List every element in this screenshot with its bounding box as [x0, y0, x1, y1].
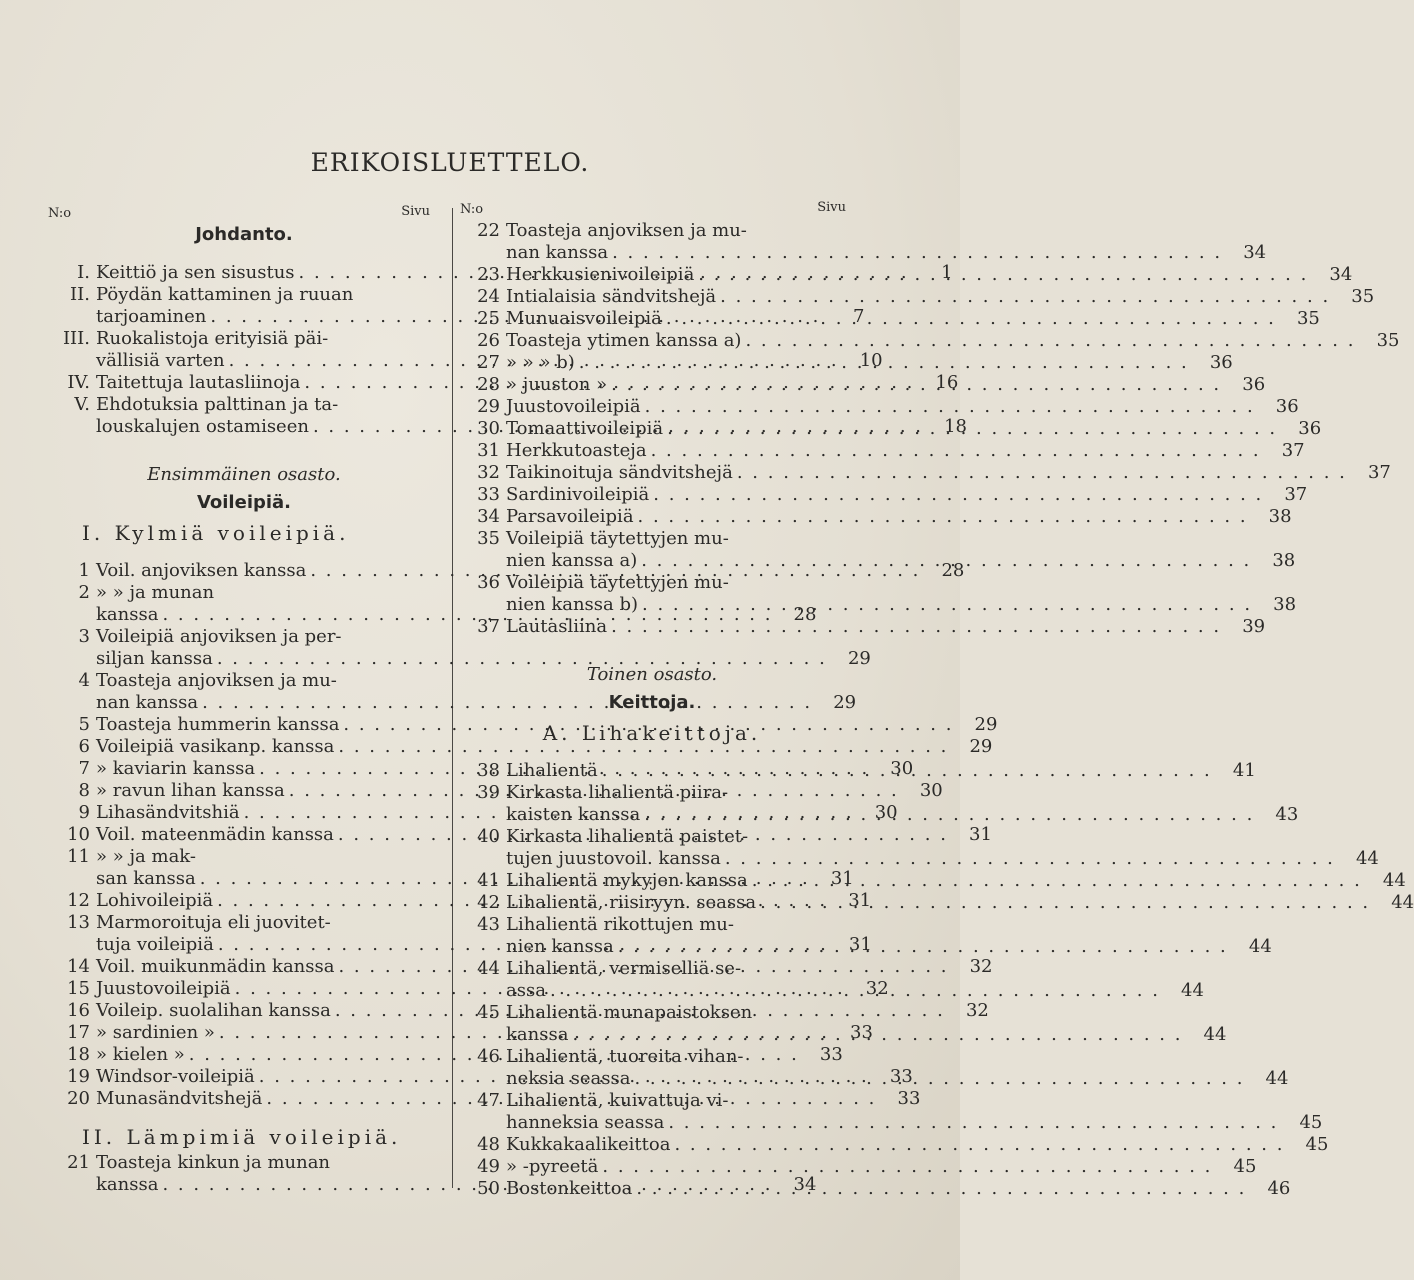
entry-page: 7	[852, 306, 865, 327]
entry-title-line: nan kanssa	[506, 242, 609, 263]
entry-number: 46	[477, 1046, 500, 1067]
leader-dots	[674, 1134, 1284, 1156]
entry-number: 34	[477, 506, 500, 527]
entry-number: 33	[477, 484, 500, 505]
entry-number: III.	[62, 328, 90, 349]
entry-title	[504, 616, 1221, 638]
entry-title-line: » juuston »	[506, 374, 608, 395]
toc-entry	[456, 264, 1353, 286]
entry-page: 44	[1248, 936, 1272, 957]
entry-title-line: Keittiö ja sen sisustus	[96, 262, 295, 283]
leader-dots	[602, 760, 1212, 782]
leader-dots	[602, 1156, 1212, 1178]
toc-entry	[48, 736, 993, 758]
entry-number: 14	[67, 956, 90, 977]
entry-page: 33	[889, 1066, 913, 1087]
entry-title-line: Toasteja kinkun ja munan	[96, 1152, 331, 1173]
leader-dots	[579, 352, 1189, 374]
entry-title-line: vällisiä varten	[96, 350, 225, 371]
leader-dots	[638, 506, 1248, 528]
entry-title	[504, 484, 1263, 506]
entry-title-line: Munasändvitshejä	[96, 1088, 263, 1109]
entry-page: 31	[969, 824, 992, 845]
entry-title-line: nien kanssa	[506, 936, 614, 957]
entry-title	[504, 760, 1212, 782]
entry-title-line: Lihalientä, riisiryyn. seassa	[506, 892, 757, 913]
toc-entry	[456, 506, 1292, 528]
leader-dots	[698, 264, 1308, 286]
entry-title	[504, 308, 1276, 330]
entry-title-line: Bostonkeittoa	[506, 1178, 633, 1199]
entry-page: 33	[850, 1022, 873, 1043]
entry-title	[504, 330, 1355, 352]
page-header: Sivu	[401, 204, 430, 219]
entry-page: 38	[1272, 550, 1296, 571]
entry-title-line: Voileip. suolalihan kanssa	[96, 1000, 331, 1021]
entry-title-line: nien kanssa a)	[506, 550, 638, 571]
entry-title-line: tujen juustovoil. kanssa	[506, 848, 721, 869]
entry-number: I.	[77, 262, 90, 283]
entry-title-line: » -pyreetä	[506, 1156, 599, 1177]
entry-title	[504, 396, 1255, 418]
entry-title-line: Herkkusienivoileipiä	[506, 264, 695, 285]
intro-title: Johdanto.	[195, 224, 293, 245]
entry-page: 45	[1299, 1112, 1323, 1133]
meat-soup-heading: A. Lihakeittoja.	[542, 721, 762, 745]
entry-number: 27	[477, 352, 500, 373]
entry-page: 32	[865, 978, 889, 999]
entry-title-line: Voil. mateenmädin kanssa	[96, 824, 334, 845]
leader-dots	[612, 242, 1222, 264]
toc-entry	[456, 1156, 1257, 1178]
entry-number: 49	[477, 1156, 500, 1177]
entry-title-line: Munuaisvoileipiä	[506, 308, 662, 329]
entry-title	[504, 528, 1251, 572]
entry-number: V.	[74, 394, 90, 415]
entry-page: 44	[1203, 1024, 1227, 1045]
entry-page: 41	[1232, 760, 1256, 781]
entry-title-line: » kaviarin kanssa	[96, 758, 256, 779]
entry-number: 1	[78, 560, 90, 581]
entry-title	[504, 1090, 1278, 1134]
entry-title-line: kanssa	[96, 1174, 159, 1195]
entry-page: 29	[969, 736, 993, 757]
entry-page: 38	[1273, 594, 1297, 615]
entry-number: 50	[477, 1178, 500, 1199]
entry-number: 21	[67, 1152, 90, 1173]
entry-number: 39	[477, 782, 500, 803]
entry-title	[504, 1156, 1212, 1178]
toc-entry	[456, 308, 1320, 330]
leader-dots	[611, 374, 1221, 396]
entry-title-line: Toasteja ytimen kanssa a)	[506, 330, 742, 351]
toc-entry	[456, 330, 1400, 352]
entry-title-line: » » ja mak-	[96, 846, 196, 867]
entry-number: 48	[477, 1134, 500, 1155]
leader-dots	[634, 1068, 1244, 1090]
entry-number: 10	[67, 824, 90, 845]
entry-number: 32	[477, 462, 500, 483]
entry-title	[504, 286, 1330, 308]
part1-subtitle: Ensimmäinen osasto.	[147, 464, 341, 485]
entry-title-line: » ravun lihan kanssa	[96, 780, 285, 801]
entry-page: 36	[1242, 374, 1266, 395]
entry-page: 44	[1391, 892, 1414, 913]
entry-number: 31	[477, 440, 500, 461]
entry-page: 29	[847, 648, 871, 669]
entry-title	[504, 892, 1370, 914]
entry-page: 31	[830, 868, 854, 889]
entry-title-line: Lihalientä rikottujen mu-	[506, 914, 734, 935]
entry-page: 10	[859, 350, 883, 371]
entry-page: 16	[935, 372, 959, 393]
entry-page: 35	[1296, 308, 1320, 329]
leader-dots	[550, 980, 1160, 1002]
leader-dots	[651, 440, 1261, 462]
number-header-right: N:o	[460, 202, 484, 217]
entry-title-line: Kirkasta lihalientä paistet-	[506, 826, 749, 847]
entry-number: 4	[78, 670, 90, 691]
entry-title-line: Voil. anjoviksen kanssa	[96, 560, 307, 581]
entry-page: 36	[1298, 418, 1322, 439]
entry-title-line: Sardinivoileipiä	[506, 484, 650, 505]
entry-title-line: Voileipiä vasikanp. kanssa	[96, 736, 335, 757]
entry-number: 15	[67, 978, 90, 999]
entry-title-line: Marmoroituja eli juovitet-	[96, 912, 331, 933]
entry-page: 45	[1305, 1134, 1329, 1155]
entry-title-line: Parsavoileipiä	[506, 506, 634, 527]
entry-number: 9	[78, 802, 90, 823]
entry-page: 34	[1243, 242, 1267, 263]
entry-title	[504, 462, 1347, 484]
entry-number: 13	[67, 912, 90, 933]
leader-dots	[720, 286, 1330, 308]
entry-title-line: Lihalientä munapaistoksen	[506, 1002, 753, 1023]
entry-number: 7	[78, 758, 90, 779]
entry-title	[504, 1178, 1246, 1200]
entry-page: 31	[848, 890, 872, 911]
entry-page: 28	[793, 604, 817, 625]
leader-dots	[572, 1024, 1182, 1046]
entry-number: 37	[477, 616, 500, 637]
entry-number: 24	[477, 286, 500, 307]
entry-title	[504, 352, 1189, 374]
entry-title	[504, 1002, 1182, 1046]
entry-number: 5	[78, 714, 90, 735]
entry-page: 31	[848, 934, 872, 955]
left-column-header	[48, 200, 440, 220]
entry-title-line: » » » b)	[506, 352, 575, 373]
entry-number: 25	[477, 308, 500, 329]
entry-page: 37	[1367, 462, 1391, 483]
entry-number: 2	[78, 582, 90, 603]
entry-page: 34	[793, 1174, 817, 1195]
toc-entry	[456, 286, 1375, 308]
entry-title-line: neksia seassa	[506, 1068, 631, 1089]
entry-page: 30	[874, 802, 898, 823]
entry-title-line: san kanssa	[96, 868, 196, 889]
leader-dots	[666, 308, 1276, 330]
entry-page: 36	[1275, 396, 1299, 417]
part2-subtitle: Toinen osasto.	[586, 664, 718, 685]
entry-number: IV.	[67, 372, 90, 393]
entry-title-line: Lihalientä, tuoreita vihan-	[506, 1046, 744, 1067]
entry-title-line: Juustovoileipiä	[506, 396, 641, 417]
part2-title: Keittoja.	[608, 692, 696, 713]
leader-dots	[653, 484, 1263, 506]
leader-dots	[644, 804, 1254, 826]
entry-number: 42	[477, 892, 500, 913]
toc-entry	[456, 870, 1406, 892]
entry-title	[504, 374, 1221, 396]
entry-page: 37	[1284, 484, 1308, 505]
entry-number: 47	[477, 1090, 500, 1111]
entry-title-line: Toasteja hummerin kanssa	[96, 714, 340, 735]
entry-number: 36	[477, 572, 500, 593]
entry-page: 30	[890, 758, 914, 779]
entry-page: 29	[833, 692, 857, 713]
entry-title	[504, 1134, 1284, 1156]
entry-title-line: tarjoaminen	[96, 306, 207, 327]
entry-title-line: Lohivoileipiä	[96, 890, 214, 911]
entry-number: 40	[477, 826, 500, 847]
right-column-header	[456, 200, 848, 220]
entry-title-line: assa	[506, 980, 546, 1001]
entry-title	[504, 572, 1252, 616]
entry-title-line: Lihalientä, vermiselliä se-	[506, 958, 742, 979]
entry-title	[504, 418, 1277, 440]
entry-page: 28	[941, 560, 965, 581]
entry-title-line: Taikinoituja sändvitshejä	[506, 462, 733, 483]
entry-number: 38	[477, 760, 500, 781]
entry-page: 29	[974, 714, 998, 735]
entry-page: 37	[1281, 440, 1305, 461]
entry-title-line: Intialaisia sändvitshejä	[506, 286, 717, 307]
entry-number: 26	[477, 330, 500, 351]
number-header: N:o	[48, 206, 72, 221]
entry-page: 44	[1265, 1068, 1289, 1089]
entry-page: 1	[941, 262, 953, 283]
entry-title-line: Lautasliina	[506, 616, 608, 637]
entry-title-line: Herkkutoasteja	[506, 440, 647, 461]
cold-heading: I. Kylmiä voileipiä.	[82, 521, 350, 545]
entry-number: 43	[477, 914, 500, 935]
entry-title-line: Voileipiä anjoviksen ja per-	[96, 626, 342, 647]
entry-title-line: Tomaattivoileipiä	[506, 418, 664, 439]
leader-dots	[760, 892, 1370, 914]
entry-number: 11	[67, 846, 90, 867]
page-title: ERIKOISLUETTELO.	[310, 148, 590, 177]
leader-dots	[636, 1178, 1246, 1200]
part1-title: Voileipiä.	[196, 492, 292, 513]
entry-number: 17	[67, 1022, 90, 1043]
toc-entry	[456, 616, 1266, 638]
toc-entry	[456, 396, 1299, 418]
entry-number: 28	[477, 374, 500, 395]
leader-dots	[642, 594, 1252, 616]
entry-title-line: Ruokalistoja erityisiä päi-	[96, 328, 329, 349]
entry-title-line: siljan kanssa	[96, 648, 213, 669]
entry-title	[504, 264, 1308, 286]
toc-entry	[456, 1134, 1329, 1156]
entry-title-line: kaisten kanssa	[506, 804, 641, 825]
entry-title-line: Juustovoileipiä	[96, 978, 231, 999]
entry-number: 6	[78, 736, 90, 757]
entry-title	[504, 958, 1160, 1002]
entry-title	[504, 506, 1248, 528]
entry-title-line: Ehdotuksia palttinan ja ta-	[96, 394, 339, 415]
entry-title-line: Toasteja anjoviksen ja mu-	[506, 220, 747, 241]
entry-number: 23	[477, 264, 500, 285]
entry-title-line: Toasteja anjoviksen ja mu-	[96, 670, 337, 691]
toc-entry	[456, 572, 1297, 616]
entry-page: 46	[1267, 1178, 1291, 1199]
entry-number: 22	[477, 220, 500, 241]
entry-title-line: Lihalientä, kuivattuja vi-	[506, 1090, 729, 1111]
entry-number: 30	[477, 418, 500, 439]
entry-number: 20	[67, 1088, 90, 1109]
entry-page: 18	[944, 416, 967, 437]
entry-page: 36	[1209, 352, 1233, 373]
entry-title-line: Windsor-voileipiä	[96, 1066, 255, 1087]
entry-title	[504, 782, 1254, 826]
entry-page: 34	[1329, 264, 1353, 285]
entry-title-line: nan kanssa	[96, 692, 199, 713]
toc-entry	[456, 220, 1267, 264]
entry-title-line: kanssa	[96, 604, 159, 625]
entry-title-line: hanneksia seassa	[506, 1112, 665, 1133]
leader-dots	[667, 418, 1277, 440]
entry-number: 3	[78, 626, 90, 647]
entry-number: 29	[477, 396, 500, 417]
entry-title-line: Voileipiä täytettyjen mu-	[506, 528, 729, 549]
entry-title-line: louskalujen ostamiseen	[96, 416, 309, 437]
entry-title-line: kanssa	[506, 1024, 569, 1045]
entry-title-line: Voileipiä täytettyjen mu-	[506, 572, 729, 593]
toc-entry	[456, 440, 1305, 462]
toc-entry	[456, 462, 1391, 484]
entry-page: 35	[1376, 330, 1400, 351]
leader-dots	[618, 936, 1228, 958]
entry-number: 8	[78, 780, 90, 801]
entry-number: 19	[67, 1066, 90, 1087]
leader-dots	[725, 848, 1335, 870]
entry-title-line: tuja voileipiä	[96, 934, 214, 955]
entry-page: 33	[897, 1088, 921, 1109]
toc-entry	[456, 484, 1308, 506]
leader-dots	[645, 396, 1255, 418]
entry-title-line: » kielen »	[96, 1044, 185, 1065]
entry-number: 12	[67, 890, 90, 911]
entry-page: 38	[1268, 506, 1292, 527]
entry-title	[504, 914, 1228, 958]
entry-title-line: Taitettuja lautasliinoja	[96, 372, 301, 393]
entry-page: 44	[1181, 980, 1204, 1001]
entry-page: 33	[819, 1044, 843, 1065]
entry-title-line: Lihasändvitshiä	[96, 802, 240, 823]
entry-number: II.	[70, 284, 90, 305]
leader-dots	[745, 330, 1355, 352]
entry-title	[504, 440, 1261, 462]
entry-title-line: Voil. muikunmädin kanssa	[96, 956, 335, 977]
entry-page: 45	[1233, 1156, 1257, 1177]
entry-number: 16	[67, 1000, 90, 1021]
entry-page: 32	[965, 1000, 989, 1021]
entry-title-line: Kirkasta lihalientä piira-	[506, 782, 729, 803]
entry-page: 44	[1355, 848, 1379, 869]
entry-title-line: » » ja munan	[96, 582, 215, 603]
entry-title-line: » sardinien »	[96, 1022, 215, 1043]
entry-page: 32	[969, 956, 993, 977]
warm-heading: II. Lämpimiä voileipiä.	[82, 1125, 402, 1149]
entry-title-line: Pöydän kattaminen ja ruuan	[96, 284, 354, 305]
entry-number: 45	[477, 1002, 500, 1023]
leader-dots	[752, 870, 1362, 892]
entry-page: 44	[1382, 870, 1406, 891]
entry-title-line: Lihalientä	[506, 760, 598, 781]
leader-dots	[641, 550, 1251, 572]
entry-number: 18	[67, 1044, 90, 1065]
entry-page: 30	[919, 780, 943, 801]
entry-title	[504, 870, 1362, 892]
entry-number: 41	[477, 870, 500, 891]
entry-title-line: Kukkakaalikeittoa	[506, 1134, 671, 1155]
page-header-right: Sivu	[817, 200, 846, 215]
entry-title	[504, 826, 1335, 870]
leader-dots	[611, 616, 1221, 638]
entry-title	[504, 1046, 1244, 1090]
entry-page: 35	[1351, 286, 1375, 307]
entry-number: 44	[477, 958, 500, 979]
leader-dots	[737, 462, 1347, 484]
entry-page: 39	[1242, 616, 1266, 637]
entry-number: 35	[477, 528, 500, 549]
entry-title	[504, 220, 1222, 264]
toc-entry	[456, 1178, 1291, 1200]
leader-dots	[668, 1112, 1278, 1134]
entry-title-line: nien kanssa b)	[506, 594, 639, 615]
entry-page: 43	[1275, 804, 1299, 825]
entry-title-line: Lihalientä mykyjen kanssa	[506, 870, 748, 891]
